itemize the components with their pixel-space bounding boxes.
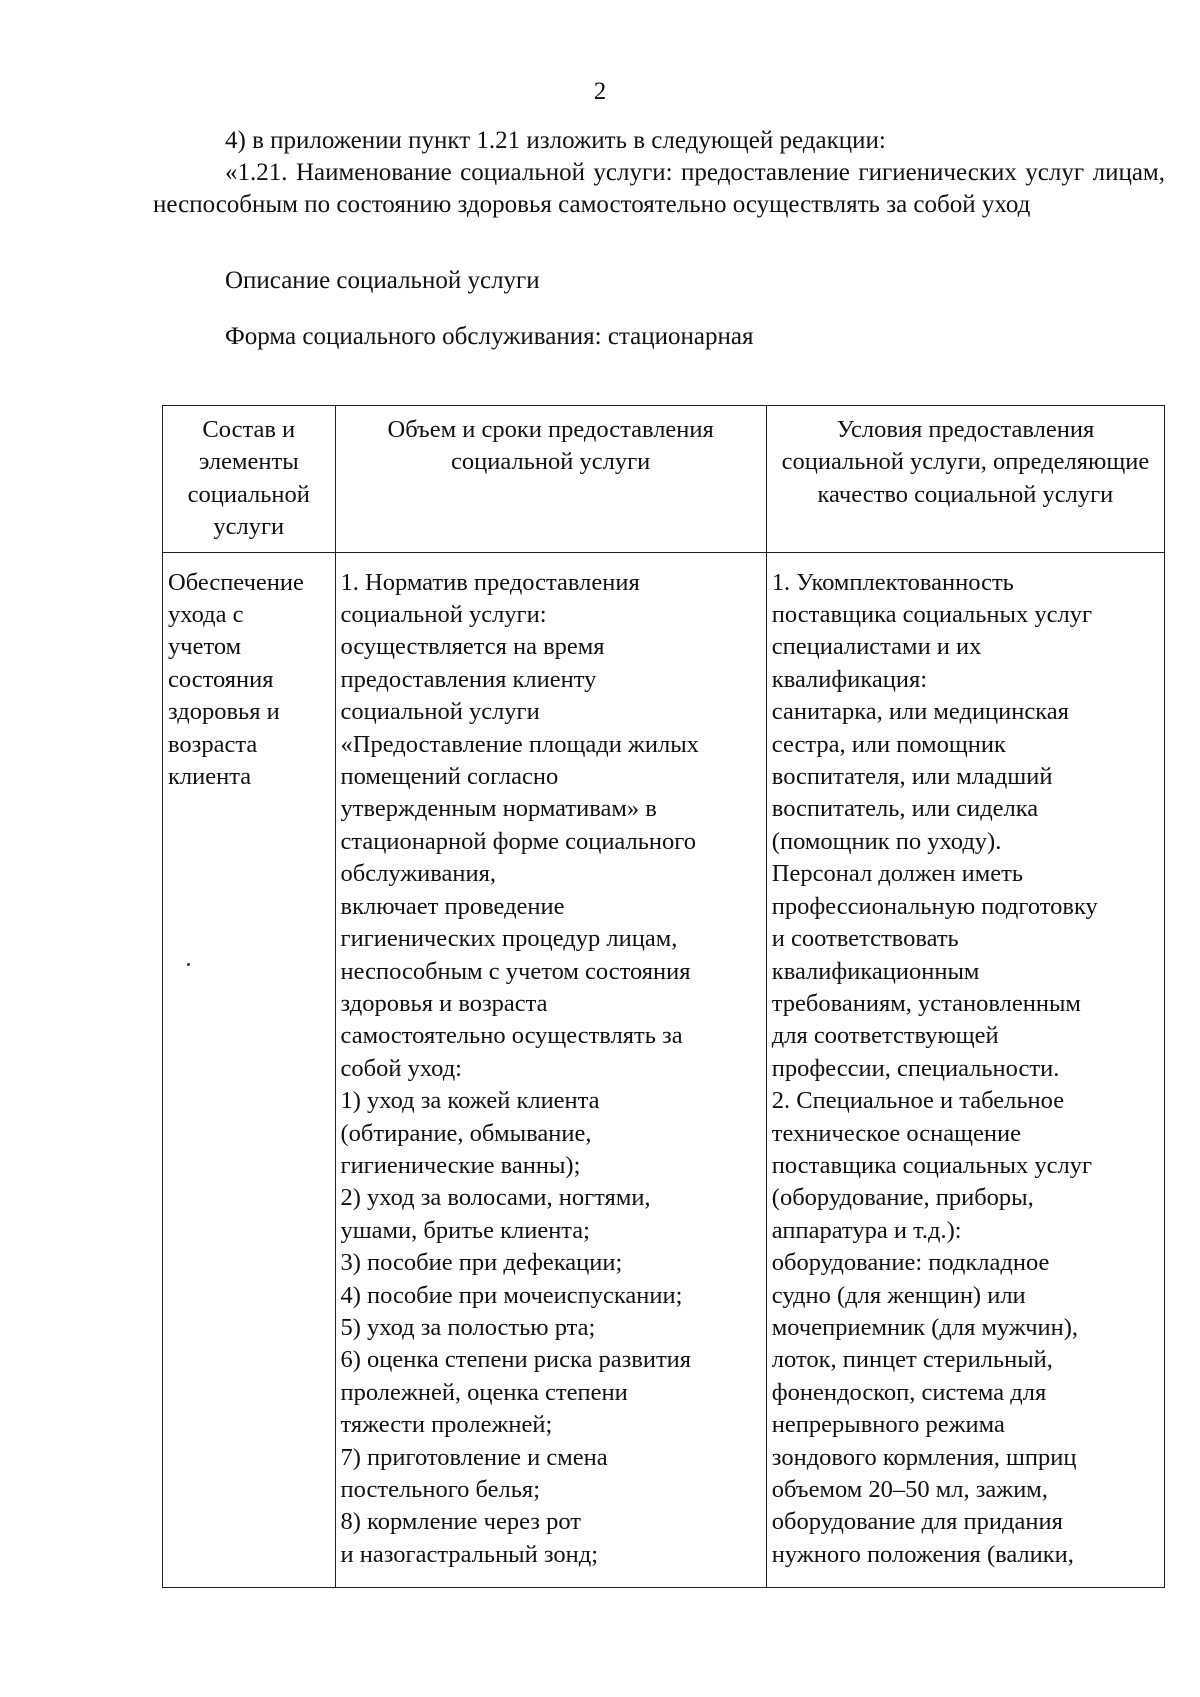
cell-line: (обтирание, обмывание, [340, 1119, 592, 1147]
cell-line: техническое оснащение [771, 1119, 1021, 1147]
cell-line: помещений согласно [340, 763, 559, 791]
cell-line: лоток, пинцет стерильный, [771, 1346, 1053, 1374]
cell-line: поставщика социальных услуг [771, 601, 1093, 629]
cell-line: клиента [168, 763, 252, 791]
cell-line: неспособным с учетом состояния [340, 957, 691, 985]
cell-line: «Предоставление площади жилых [340, 730, 699, 758]
cell-line: Обеспечение [168, 568, 304, 596]
cell-line: 1. Укомплектованность [771, 568, 1014, 596]
cell-line: 1. Норматив предоставления [340, 568, 640, 596]
cell-line: тяжести пролежней; [340, 1411, 553, 1439]
cell-line: оборудование для придания [771, 1508, 1063, 1536]
cell-line: аппаратура и т.д.): [771, 1216, 962, 1244]
cell-line: утвержденным нормативам» в [340, 795, 657, 823]
cell-line: судно (для женщин) или [771, 1281, 1026, 1309]
cell-line: профессиональную подготовку [771, 892, 1098, 920]
cell-line: для соответствующей [771, 1022, 999, 1050]
header-conditions: Условия предоставления социальной услуги, определяющие качество социальной услуги [766, 406, 1164, 553]
cell-line: поставщика социальных услуг [771, 1151, 1093, 1179]
amendment-intro: 4) в приложении пункт 1.21 изложить в следующей редакции: [225, 127, 886, 154]
table-header-row [163, 406, 1165, 553]
cell-line: профессии, специальности. [771, 1054, 1060, 1082]
cell-line: 2. Специальное и табельное [771, 1087, 1065, 1115]
cell-line: 6) оценка степени риска развития [340, 1346, 692, 1374]
page-number: 2 [593, 78, 607, 105]
cell-line: квалификация: [771, 665, 928, 693]
cell-line: нужного положения (валики, [771, 1540, 1074, 1568]
cell-composition [163, 552, 336, 1588]
cell-line: пролежней, оценка степени [340, 1378, 628, 1406]
cell-line: обслуживания, [340, 860, 497, 888]
cell-line: гигиенические ванны); [340, 1151, 581, 1179]
cell-volume-terms [335, 552, 766, 1588]
cell-line: оборудование: подкладное [771, 1249, 1050, 1277]
table-row [163, 552, 1165, 1588]
service-description-heading: Описание социальной услуги [225, 267, 540, 294]
cell-line: осуществляется на время [340, 633, 605, 661]
cell-line: 7) приготовление и смена [340, 1443, 608, 1471]
cell-line: (оборудование, приборы, [771, 1184, 1034, 1212]
cell-line: предоставления клиенту [340, 665, 597, 693]
cell-line: воспитатель, или сиделка [771, 795, 1039, 823]
cell-line: требованиям, установленным [771, 989, 1081, 1017]
cell-line: самостоятельно осуществлять за [340, 1022, 683, 1050]
cell-line: постельного белья; [340, 1476, 541, 1503]
cell-line: гигиенических процедур лицам, [340, 925, 678, 953]
header-composition: Состав и элементы социальной услуги [163, 406, 336, 553]
cell-line: 4) пособие при мочеиспускании; [340, 1281, 683, 1309]
header-volume-terms: Объем и сроки предоставления социальной услуги [335, 406, 766, 553]
cell-line: ухода с [168, 601, 244, 629]
cell-line: стационарной форме социального [340, 827, 696, 855]
cell-line: здоровья и возраста [340, 989, 548, 1017]
cell-line: санитарка, или медицинская [771, 698, 1069, 726]
cell-line: возраста [168, 730, 258, 758]
cell-line: квалификационным [771, 957, 980, 985]
cell-line: воспитателя, или младший [771, 763, 1053, 791]
cell-conditions [766, 552, 1164, 1588]
cell-line: и соответствовать [771, 925, 959, 953]
cell-line: зондового кормления, шприц [771, 1443, 1077, 1471]
cell-line: 8) кормление через рот [340, 1508, 581, 1536]
service-form-line: Форма социального обслуживания: стационарная [225, 323, 754, 350]
cell-line: мочеприемник (для мужчин), [771, 1313, 1079, 1341]
cell-line: непрерывного режима [771, 1411, 1005, 1439]
cell-line: социальной услуги: [340, 601, 547, 629]
cell-line: (помощник по уходу). [771, 827, 1002, 855]
scan-speck [187, 963, 190, 966]
cell-line: фонендоскоп, система для [771, 1378, 1047, 1406]
cell-line: учетом [168, 633, 242, 661]
service-table [162, 405, 1165, 1588]
cell-line: состояния [168, 665, 274, 693]
cell-line: социальной услуги [340, 698, 540, 726]
cell-line: включает проведение [340, 892, 565, 920]
cell-line: собой уход: [340, 1054, 462, 1082]
cell-line: 5) уход за полостью рта; [340, 1313, 596, 1341]
cell-line: объемом 20–50 мл, зажим, [771, 1476, 1048, 1503]
cell-line: Персонал должен иметь [771, 860, 1023, 888]
cell-line: здоровья и [168, 698, 280, 726]
cell-line: ушами, бритье клиента; [340, 1216, 590, 1244]
cell-line: 3) пособие при дефекации; [340, 1249, 623, 1277]
cell-line: 1) уход за кожей клиента [340, 1087, 600, 1115]
service-name-paragraph: «1.21. Наименование социальной услуги: предоставление гигиенических услуг лицам, неспособным по состоянию здоровья самостоятельно осуществлять за собой уход [153, 159, 1165, 218]
cell-line: сестра, или помощник [771, 730, 1006, 758]
cell-line: 2) уход за волосами, ногтями, [340, 1184, 651, 1212]
cell-line: и назогастральный зонд; [340, 1540, 599, 1568]
cell-line: специалистами и их [771, 633, 982, 661]
